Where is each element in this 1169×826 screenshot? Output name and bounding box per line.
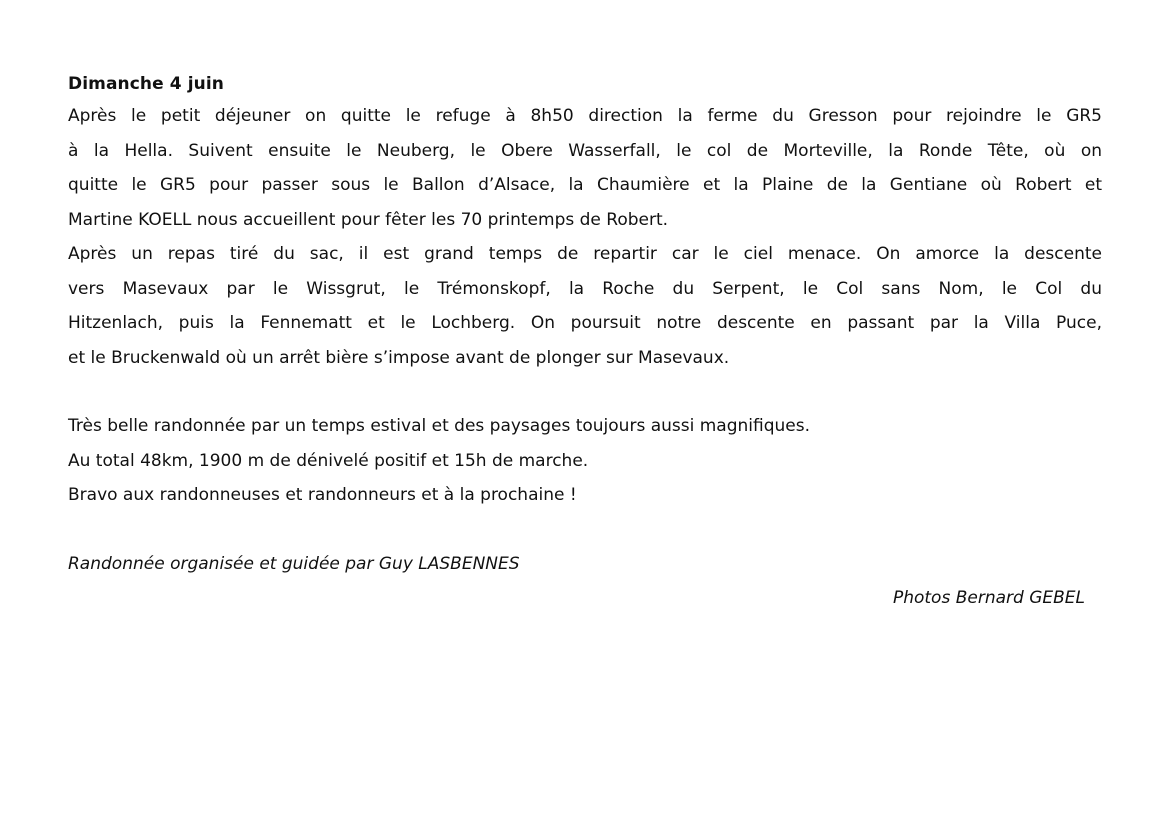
spacer bbox=[68, 375, 1102, 409]
summary-line: Au total 48km, 1900 m de dénivelé positif et 15h de marche. bbox=[68, 450, 589, 471]
paragraph-afternoon bbox=[68, 237, 1102, 375]
document-body bbox=[68, 74, 1102, 581]
summary-block bbox=[68, 409, 1102, 513]
photo-credit: Photos Bernard GEBEL bbox=[892, 588, 1085, 608]
paragraph-line: Hitzenlach, puis la Fennematt et le Lochberg. On poursuit notre descente en passant par la Villa Puce, bbox=[68, 313, 1102, 333]
paragraph-line: Après le petit déjeuner on quitte le refuge à 8h50 direction la ferme du Gresson pour rejoindre le GR5 bbox=[68, 106, 1102, 126]
summary-line: Très belle randonnée par un temps estival et des paysages toujours aussi magnifiques. bbox=[68, 416, 810, 436]
document-heading: Dimanche 4 juin bbox=[68, 74, 224, 94]
spacer bbox=[68, 513, 1102, 547]
organizer-note: Randonnée organisée et guidée par Guy LASBENNES bbox=[68, 553, 520, 574]
paragraph-morning bbox=[68, 99, 1102, 237]
paragraph-line: quitte le GR5 pour passer sous le Ballon d’Alsace, la Chaumière et la Plaine de la Gentiane où Robert et bbox=[68, 175, 1102, 195]
paragraph-line: et le Bruckenwald où un arrêt bière s’impose avant de plonger sur Masevaux. bbox=[68, 347, 730, 368]
paragraph-line: à la Hella. Suivent ensuite le Neuberg, le Obere Wasserfall, le col de Morteville, la Ronde Tête, où on bbox=[68, 140, 1102, 161]
paragraph-line: Après un repas tiré du sac, il est grand temps de repartir car le ciel menace. On amorce la descente bbox=[68, 244, 1102, 264]
paragraph-line: Martine KOELL nous accueillent pour fêter les 70 printemps de Robert. bbox=[68, 209, 669, 230]
paragraph-line: vers Masevaux par le Wissgrut, le Trémonskopf, la Roche du Serpent, le Col sans Nom, le Col du bbox=[68, 278, 1102, 299]
summary-line: Bravo aux randonneuses et randonneurs et à la prochaine ! bbox=[68, 485, 577, 505]
